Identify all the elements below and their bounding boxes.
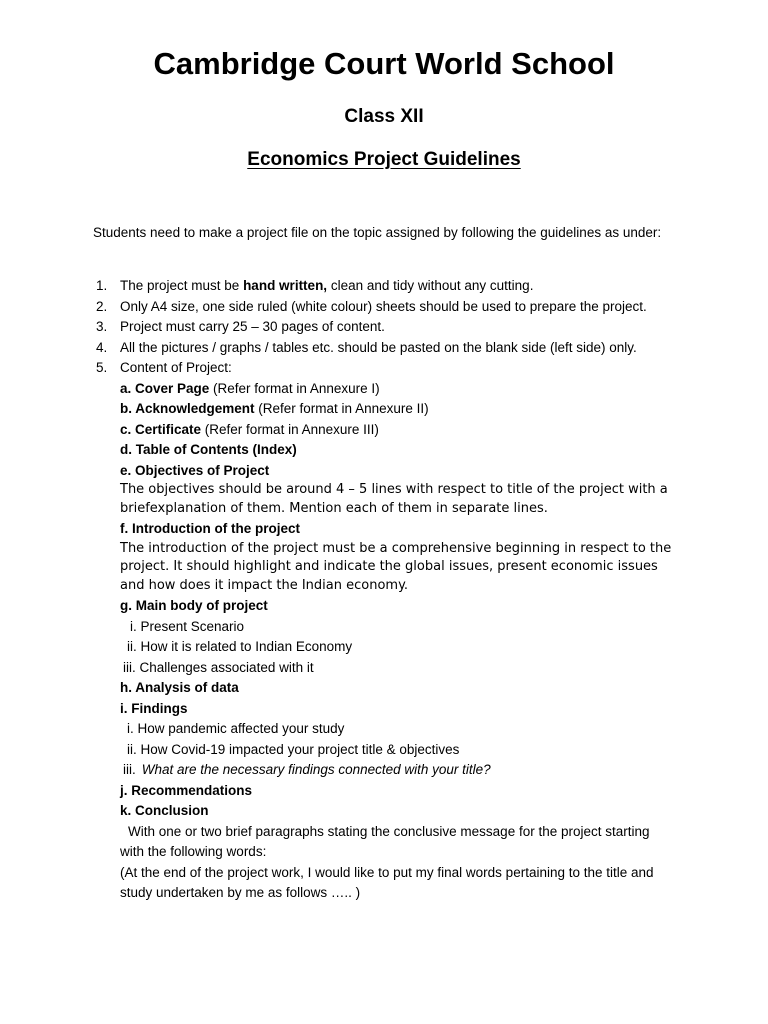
list-number: 3. bbox=[96, 319, 108, 334]
class-heading: Class XII bbox=[344, 106, 424, 127]
list-item-5 bbox=[96, 358, 676, 379]
school-name: Cambridge Court World School bbox=[153, 46, 615, 81]
list-number: 5. bbox=[96, 360, 108, 375]
list-item-text: The project must be bbox=[120, 278, 244, 293]
content-label: b. Acknowledgement bbox=[120, 401, 255, 416]
list-number: 1. bbox=[96, 278, 108, 293]
list-item-text: Only A4 size, one side ruled (white colour) sheets should be used to prepare the project. bbox=[120, 298, 647, 314]
list-number: 2. bbox=[96, 298, 108, 314]
content-conclusion-heading: k. Conclusion bbox=[120, 803, 209, 818]
content-cover-page bbox=[96, 379, 676, 400]
content-label: a. Cover Page bbox=[120, 380, 210, 396]
list-item-2 bbox=[96, 297, 676, 318]
point-text: iii. Challenges associated with it bbox=[123, 659, 314, 675]
main-body-point-3 bbox=[96, 658, 676, 679]
content-analysis-heading: h. Analysis of data bbox=[120, 680, 239, 695]
content-label: c. Certificate bbox=[120, 421, 202, 437]
content-objectives-heading: e. Objectives of Project bbox=[120, 462, 270, 478]
document-title-text: Economics Project Guidelines bbox=[247, 149, 521, 170]
content-introduction-heading: f. Introduction of the project bbox=[120, 521, 300, 536]
content-certificate bbox=[96, 420, 676, 441]
list-item-4 bbox=[96, 338, 676, 359]
content-introduction-text: The introduction of the project must be a comprehensive beginning in respect to the project. It should highlight and indicate the global issues, present economic issues and how does it impact the Indian economy. bbox=[120, 540, 672, 593]
point-text: What are the necessary findings connected with your title? bbox=[141, 762, 491, 777]
list-item-3 bbox=[96, 317, 676, 338]
point-text: i. Present Scenario bbox=[130, 618, 245, 634]
document-title bbox=[0, 147, 768, 173]
conclusion-sentence: With one or two brief paragraphs stating the conclusive message for the project starting with the following words: bbox=[120, 823, 650, 859]
list-item-1 bbox=[96, 276, 676, 297]
list-item-text: Content of Project: bbox=[120, 360, 232, 375]
emphasis-text: hand written, bbox=[243, 278, 328, 293]
findings-point-3 bbox=[96, 760, 676, 781]
guidelines-list bbox=[96, 276, 676, 904]
content-note: (Refer format in Annexure I) bbox=[209, 380, 380, 396]
findings-point-2 bbox=[96, 740, 676, 761]
list-item-text: Project must carry 25 – 30 pages of content. bbox=[120, 319, 385, 334]
main-body-point-2 bbox=[96, 637, 676, 658]
content-objectives-text: The objectives should be around 4 – 5 lines with respect to title of the project with a briefexplanation of them. Mention each of them in separate lines. bbox=[120, 482, 668, 516]
content-acknowledgement bbox=[96, 399, 676, 420]
list-item-text: clean and tidy without any cutting. bbox=[327, 278, 534, 293]
point-text: ii. How it is related to Indian Economy bbox=[127, 639, 353, 654]
point-number: iii. bbox=[123, 762, 136, 777]
content-findings-heading: i. Findings bbox=[120, 700, 188, 716]
content-note: (Refer format in Annexure III) bbox=[201, 421, 379, 437]
content-recommendations-heading: j. Recommendations bbox=[120, 782, 253, 798]
main-body-point-1 bbox=[96, 617, 676, 638]
content-note: (Refer format in Annexure II) bbox=[254, 401, 429, 416]
content-table-of-contents: d. Table of Contents (Index) bbox=[120, 442, 297, 457]
content-main-body-heading: g. Main body of project bbox=[120, 598, 268, 613]
intro-paragraph: Students need to make a project file on the topic assigned by following the guidelines as under: bbox=[93, 225, 662, 240]
findings-point-1 bbox=[96, 719, 676, 740]
point-text: i. How pandemic affected your study bbox=[127, 721, 345, 736]
point-text: ii. How Covid-19 impacted your project title & objectives bbox=[127, 741, 460, 757]
list-item-text: All the pictures / graphs / tables etc. should be pasted on the blank side (left side) only. bbox=[120, 339, 637, 355]
conclusion-text-1 bbox=[96, 822, 676, 863]
list-number: 4. bbox=[96, 339, 108, 355]
conclusion-text-2: (At the end of the project work, I would like to put my final words pertaining to the title and study undertaken by me as follows ….. ) bbox=[120, 864, 654, 900]
